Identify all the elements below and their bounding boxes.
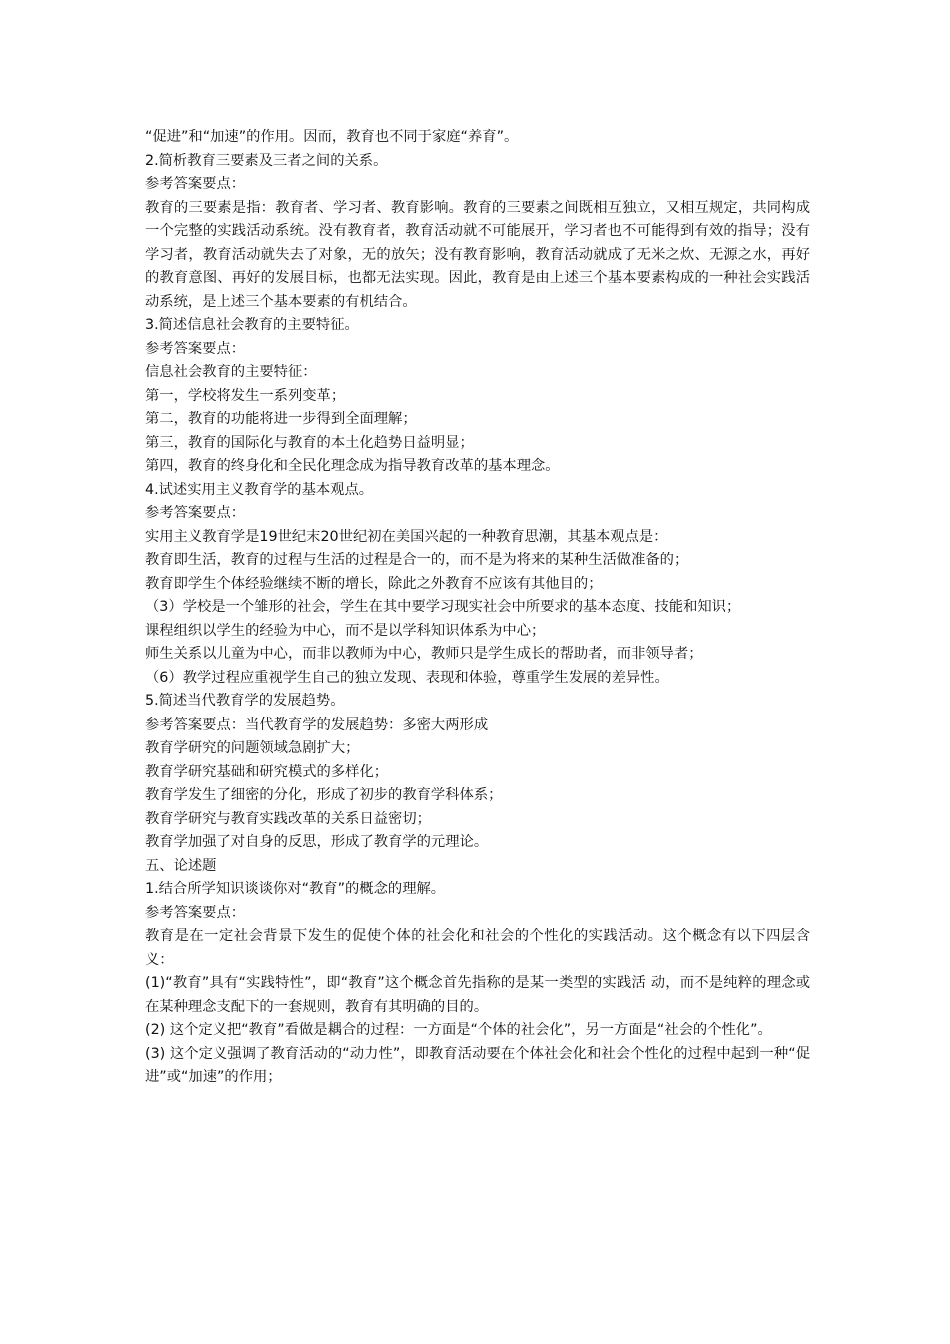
list-item: 第一，学校将发生一系列变革； xyxy=(145,387,346,404)
list-item: 教育学研究的问题领域急剧扩大； xyxy=(145,740,360,756)
section-heading: 五、论述题 xyxy=(145,857,217,874)
question-heading: 3.简述信息社会教育的主要特征。 xyxy=(145,317,359,333)
list-item: 教育学加强了对自身的反思，形成了教育学的元理论。 xyxy=(145,834,489,850)
list-item: （6）教学过程应重视学生自己的独立发现、表现和体验，尊重学生发展的差异性。 xyxy=(145,669,669,686)
answer-label: 参考答案要点： xyxy=(145,176,246,192)
question-heading: 1.结合所学知识谈谈你对“教育”的概念的理解。 xyxy=(145,881,446,897)
list-item: (2) 这个定义把“教育”看做是耦合的过程：一方面是“个体的社会化”，另一方面是“社会的个性化”。 xyxy=(145,1022,772,1038)
document-body xyxy=(145,126,810,1090)
list-item: 第三，教育的国际化与教育的本土化趋势日益明显； xyxy=(145,434,474,451)
list-item: 第二，教育的功能将进一步得到全面理解； xyxy=(145,411,417,427)
list-item: 教育学研究与教育实践改革的关系日益密切； xyxy=(145,810,431,827)
answer-paragraph: 教育是在一定社会背景下发生的促使个体的社会化和社会的个性化的实践活动。这个概念有以下四层含义： xyxy=(145,928,810,968)
list-item: 师生关系以儿童为中心，而非以教师为中心，教师只是学生成长的帮助者，而非领导者； xyxy=(145,646,703,662)
answer-label: 参考答案要点： xyxy=(145,904,246,921)
question-heading: 2.简析教育三要素及三者之间的关系。 xyxy=(145,152,388,169)
list-item: 教育即生活，教育的过程与生活的过程是合一的，而不是为将来的某种生活做准备的； xyxy=(145,552,689,568)
question-heading: 5.简述当代教育学的发展趋势。 xyxy=(145,693,345,709)
list-item: (3) 这个定义强调了教育活动的“动力性”，即教育活动要在个体社会化和社会个性化的过程中起到一种“促进”或“加速”的作用； xyxy=(145,1045,810,1085)
list-item: 教育学研究基础和研究模式的多样化； xyxy=(145,763,389,780)
list-item: （3）学校是一个雏形的社会，学生在其中要学习现实社会中所要求的基本态度、技能和知识； xyxy=(145,599,741,615)
text-line: 信息社会教育的主要特征： xyxy=(145,364,317,380)
list-item: 教育学发生了细密的分化，形成了初步的教育学科体系； xyxy=(145,787,503,803)
list-item: 教育即学生个体经验继续不断的增长，除此之外教育不应该有其他目的； xyxy=(145,575,603,592)
answer-label: 参考答案要点：当代教育学的发展趋势：多密大两形成 xyxy=(145,716,489,733)
answer-label: 参考答案要点： xyxy=(145,505,246,521)
list-item: (1)“教育”具有“实践特性”，即“教育”这个概念首先指称的是某一类型的实践活 动，而不是纯粹的理念或在某种理念支配下的一套规则，教育有其明确的目的。 xyxy=(145,975,810,1015)
answer-label: 参考答案要点： xyxy=(145,340,246,357)
text-line: “促进”和“加速”的作用。因而，教育也不同于家庭“养育”。 xyxy=(145,129,519,145)
list-item: 课程组织以学生的经验为中心，而不是以学科知识体系为中心； xyxy=(145,622,546,639)
question-heading: 4.试述实用主义教育学的基本观点。 xyxy=(145,481,374,498)
list-item: 第四，教育的终身化和全民化理念成为指导教育改革的基本理念。 xyxy=(145,458,560,474)
text-line: 实用主义教育学是19世纪末20世纪初在美国兴起的一种教育思潮，其基本观点是： xyxy=(145,528,668,545)
answer-paragraph: 教育的三要素是指：教育者、学习者、教育影响。教育的三要素之间既相互独立，又相互规定，共同构成一个完整的实践活动系统。没有教育者，教育活动就不可能展开，学习者也不可能得到有效的指导；没有学习者，教育活动就失去了对象，无的放矢；没有教育影响，教育活动就成了无米之炊、无源之水，再好的教育意图、再好的发展目标，也都无法实现。因此，教育是由上述三个基本要素构成的一种社会实践活动系统，是上述三个基本要素的有机结合。 xyxy=(145,199,810,310)
